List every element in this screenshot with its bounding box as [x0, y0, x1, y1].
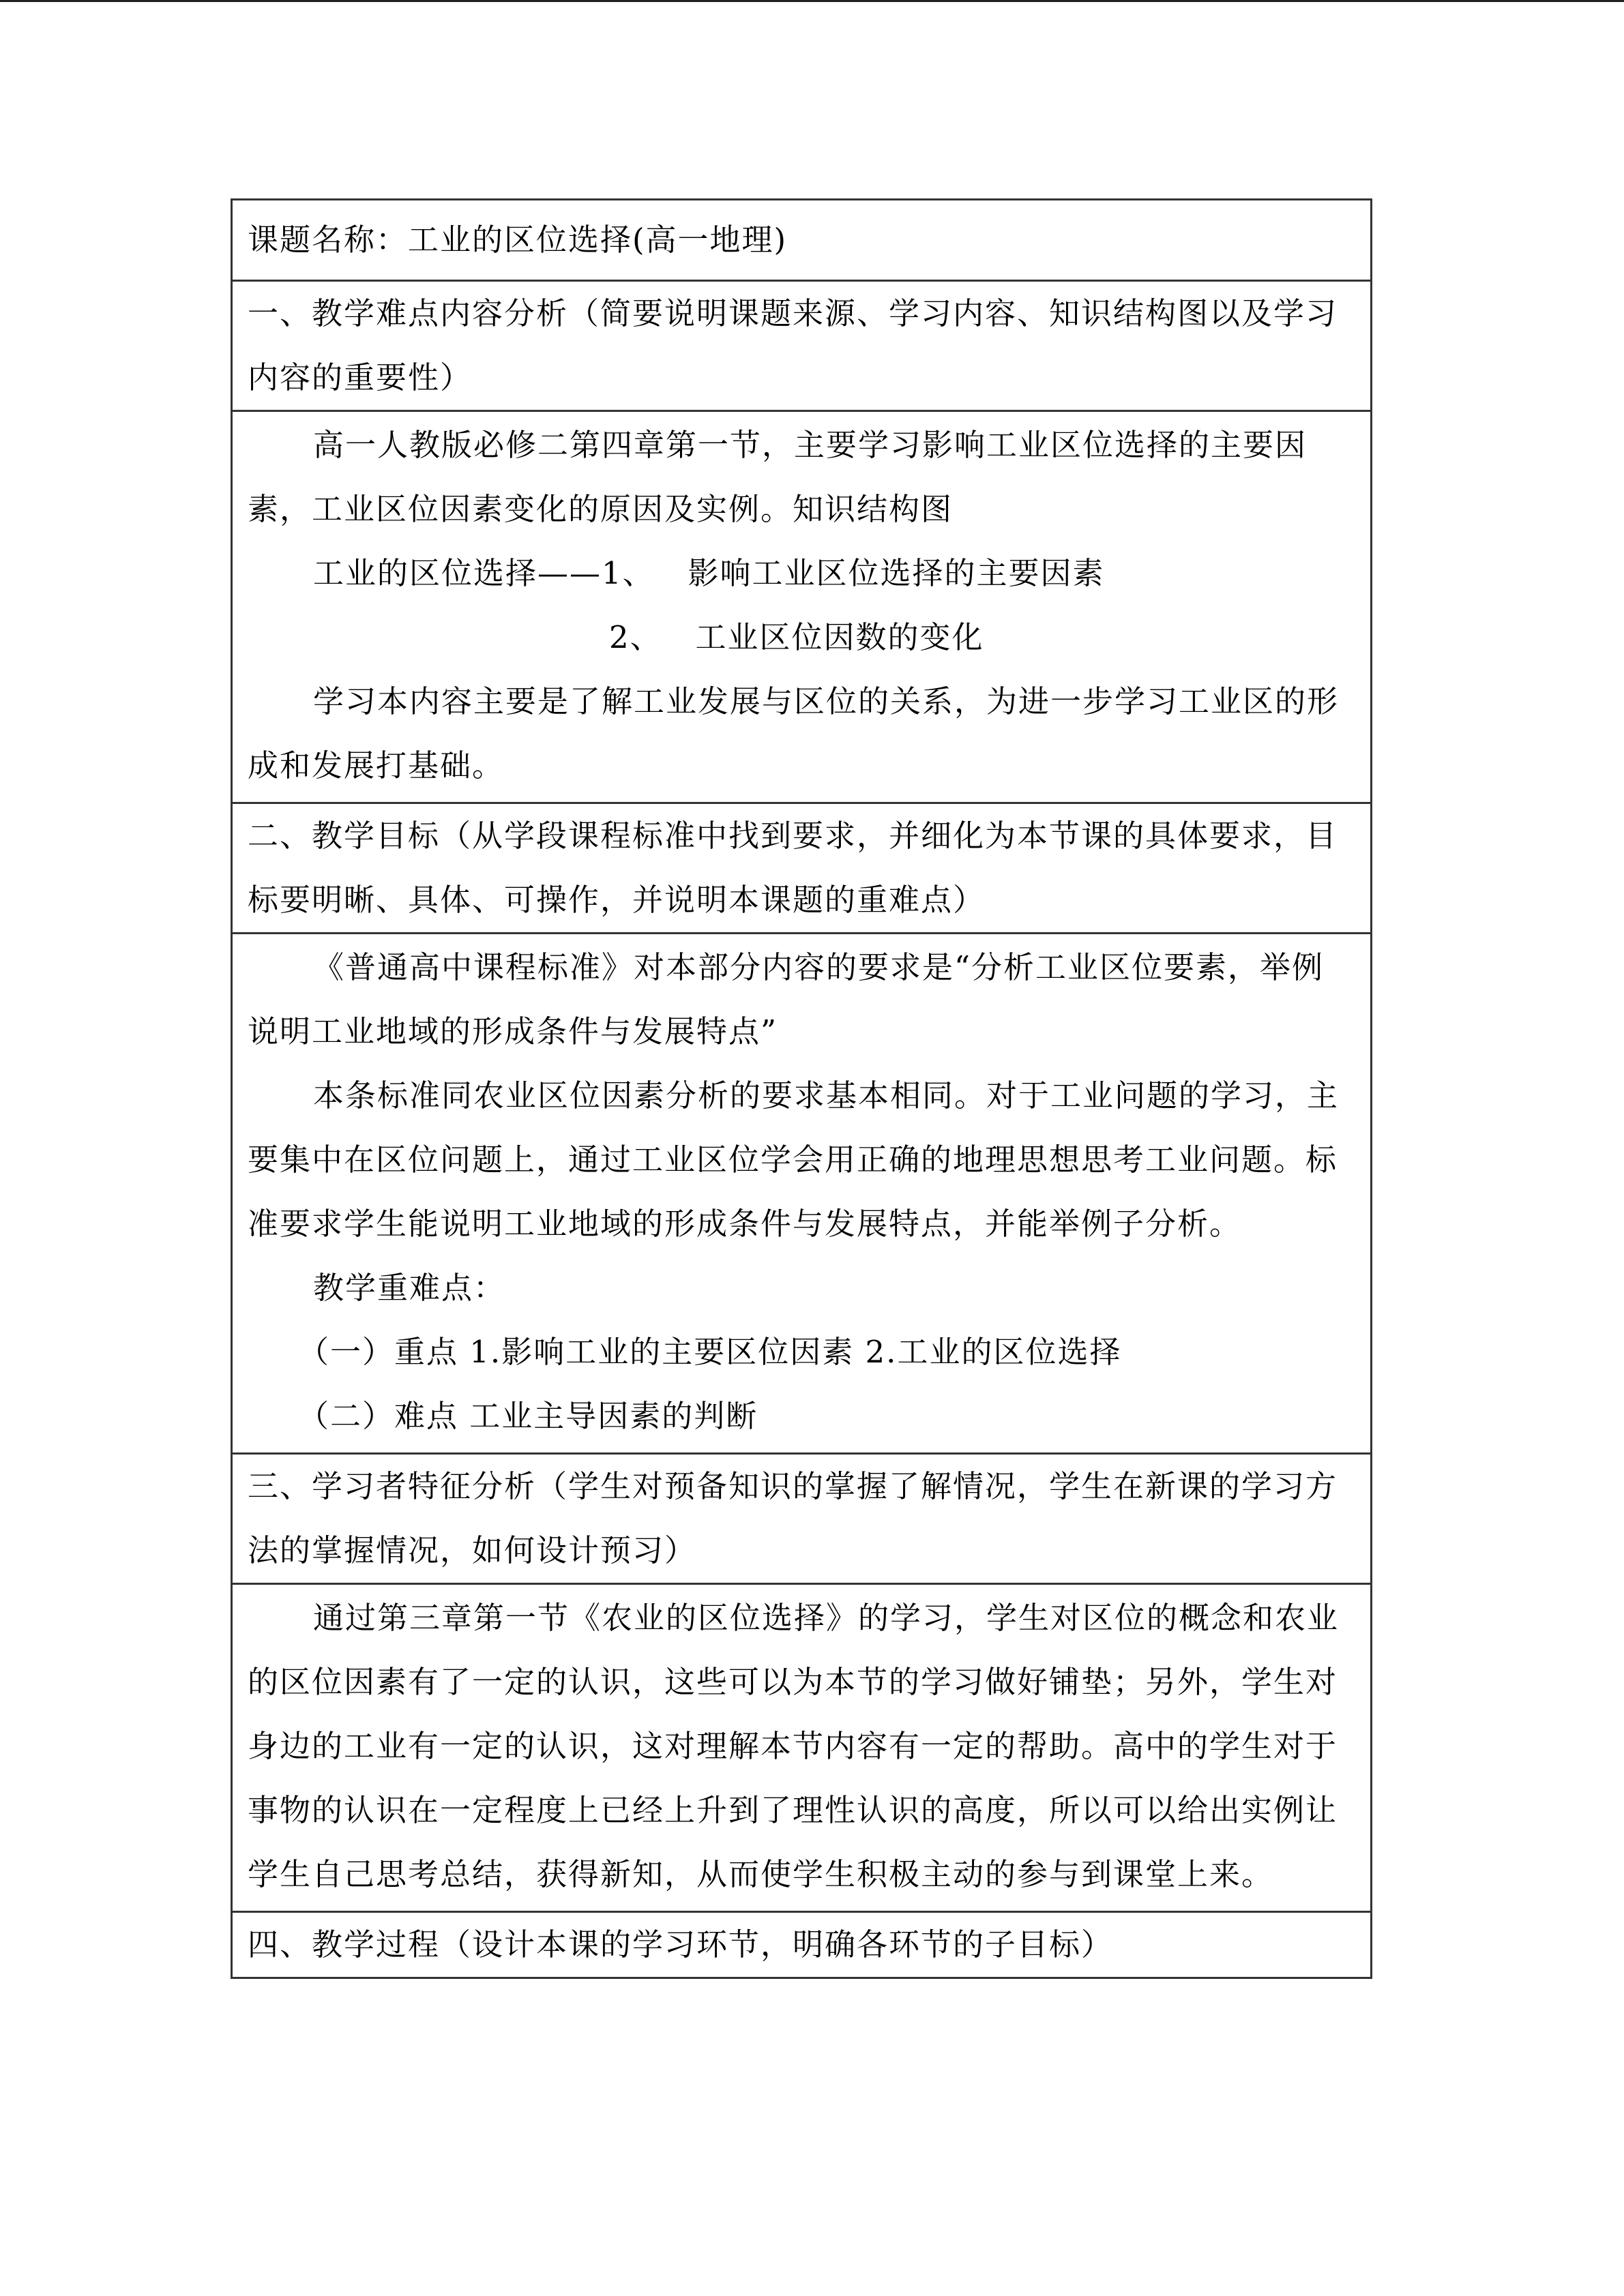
section-body-cell [232, 1584, 1372, 1912]
section-body-cell [232, 411, 1372, 803]
lesson-title-cell [232, 200, 1372, 281]
section-3-header: 三、学习者特征分析（学生对预备知识的掌握了解情况，学生在新课的学习方法的掌握情况，如何设计预习） [248, 1468, 1338, 1568]
table-row [232, 1912, 1372, 1978]
key-point-item: （一）重点 1.影响工业的主要区位因素 2.工业的区位选择 [298, 1334, 1122, 1370]
section-header-cell [232, 1454, 1372, 1584]
knowledge-structure-line-1: 工业的区位选择——1、 影响工业区位选择的主要因素 [313, 555, 1105, 591]
table-row [232, 1584, 1372, 1912]
section-2-paragraph: 《普通高中课程标准》对本部分内容的要求是“分析工业区位要素，举例说明工业地域的形成条件与发展特点” [248, 949, 1325, 1049]
table-row [232, 411, 1372, 803]
key-point-item: （二）难点 工业主导因素的判断 [298, 1398, 758, 1434]
table-row [232, 1454, 1372, 1584]
section-body-cell [232, 934, 1372, 1454]
page-top-border [0, 0, 1624, 2]
table-row [232, 281, 1372, 411]
section-2-paragraph: 本条标准同农业区位因素分析的要求基本相同。对于工业问题的学习，主要集中在区位问题上，通过工业区位学会用正确的地理思想思考工业问题。标准要求学生能说明工业地域的形成条件与发展特点，并能举例子分析。 [248, 1077, 1340, 1242]
section-header-cell [232, 803, 1372, 934]
section-1-header: 一、教学难点内容分析（简要说明课题来源、学习内容、知识结构图以及学习内容的重要性） [248, 295, 1338, 396]
section-2-header: 二、教学目标（从学段课程标准中找到要求，并细化为本节课的具体要求，目标要明晰、具体、可操作，并说明本课题的重难点） [248, 818, 1338, 918]
lesson-plan-table [231, 198, 1372, 1979]
section-header-cell [232, 281, 1372, 411]
section-4-header: 四、教学过程（设计本课的学习环节，明确各环节的子目标） [248, 1926, 1114, 1963]
section-1-paragraph: 高一人教版必修二第四章第一节，主要学习影响工业区位选择的主要因素，工业区位因素变化的原因及实例。知识结构图 [248, 427, 1308, 527]
table-row [232, 934, 1372, 1454]
knowledge-structure-line-2: 2、 工业区位因数的变化 [609, 619, 984, 655]
table-row [232, 803, 1372, 934]
key-points-label: 教学重难点： [313, 1270, 506, 1306]
section-header-cell [232, 1912, 1372, 1978]
section-1-paragraph: 学习本内容主要是了解工业发展与区位的关系，为进一步学习工业区的形成和发展打基础。 [248, 683, 1340, 784]
lesson-title: 课题名称：工业的区位选择(高一地理) [248, 222, 788, 258]
section-3-paragraph: 通过第三章第一节《农业的区位选择》的学习，学生对区位的概念和农业的区位因素有了一定的认识，这些可以为本节的学习做好铺垫；另外，学生对身边的工业有一定的认识，这对理解本节内容有一定的帮助。高中的学生对于事物的认识在一定程度上已经上升到了理性认识的高度，所以可以给出实例让学生自己思考总结，获得新知，从而使学生积极主动的参与到课堂上来。 [248, 1600, 1340, 1892]
table-row [232, 200, 1372, 281]
